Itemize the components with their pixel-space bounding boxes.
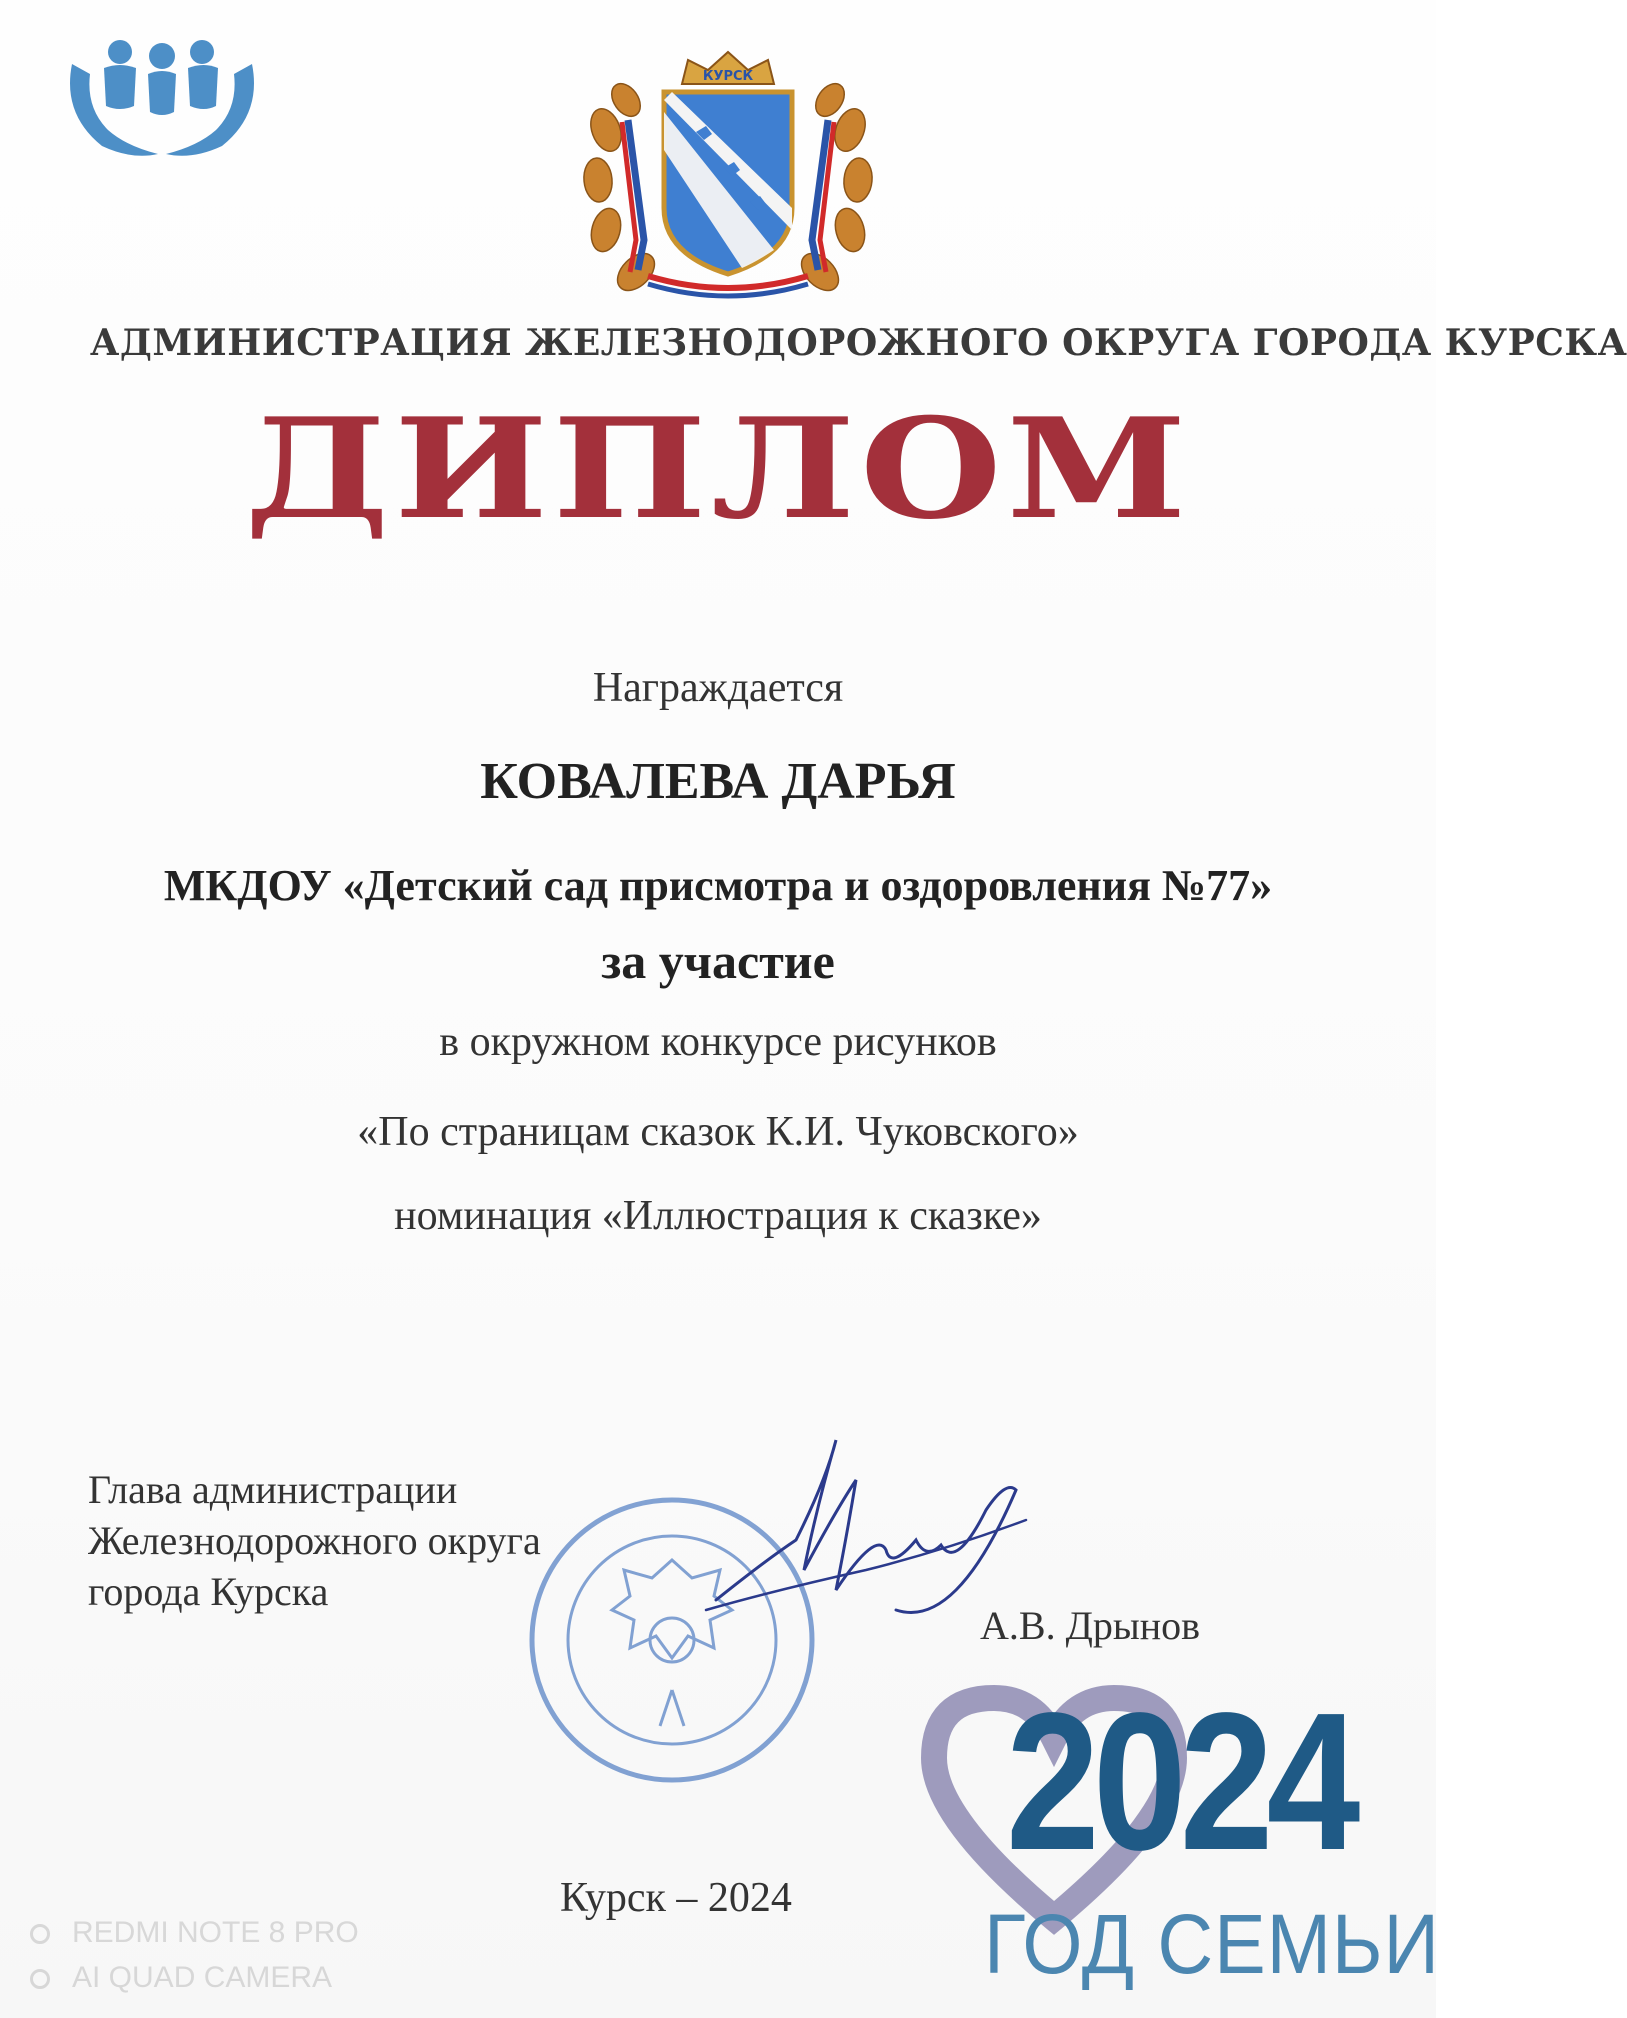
watermark-dot-icon [30, 1924, 50, 1944]
participation-label: за участие [601, 933, 835, 989]
family-hands-icon [62, 34, 262, 174]
nomination: номинация «Иллюстрация к сказке» [394, 1193, 1042, 1239]
watermark-line1: REDMI NOTE 8 PRO [72, 1916, 359, 1949]
contest-description: в окружном конкурсе рисунков [439, 1019, 997, 1065]
institution-name: МКДОУ «Детский сад присмотра и оздоровления №77» [163, 861, 1273, 910]
watermark-line2: AI QUAD CAMERA [72, 1961, 333, 1994]
signer-position [88, 1464, 541, 1618]
svg-text:КУРСК: КУРСК [702, 69, 754, 84]
contest-name: «По страницам сказок К.И. Чуковского» [357, 1109, 1079, 1155]
diploma-title: ДИПЛОМ [244, 387, 1192, 550]
recipient-name: КОВАЛЕВА ДАРЬЯ [480, 753, 956, 810]
signer-position-line3: города Курска [88, 1569, 329, 1615]
year-of-family-caption: ГОД СЕМЬИ [984, 1897, 1441, 1991]
year-of-family-number: 2024 [1006, 1672, 1354, 1891]
camera-watermark [30, 1910, 359, 2000]
signer-position-line2: Железнодорожного округа [88, 1518, 541, 1564]
organization-title: АДМИНИСТРАЦИЯ ЖЕЛЕЗНОДОРОЖНОГО ОКРУГА ГОРОДА КУРСКА [90, 322, 1627, 364]
signer-position-line1: Глава администрации [88, 1467, 458, 1512]
kursk-coat-of-arms-icon [578, 40, 878, 310]
signer-name: А.В. Дрынов [980, 1603, 1201, 1648]
place-and-year: Курск – 2024 [560, 1875, 792, 1921]
watermark-dot-icon [30, 1969, 50, 1989]
awarded-label: Награждается [592, 665, 844, 711]
